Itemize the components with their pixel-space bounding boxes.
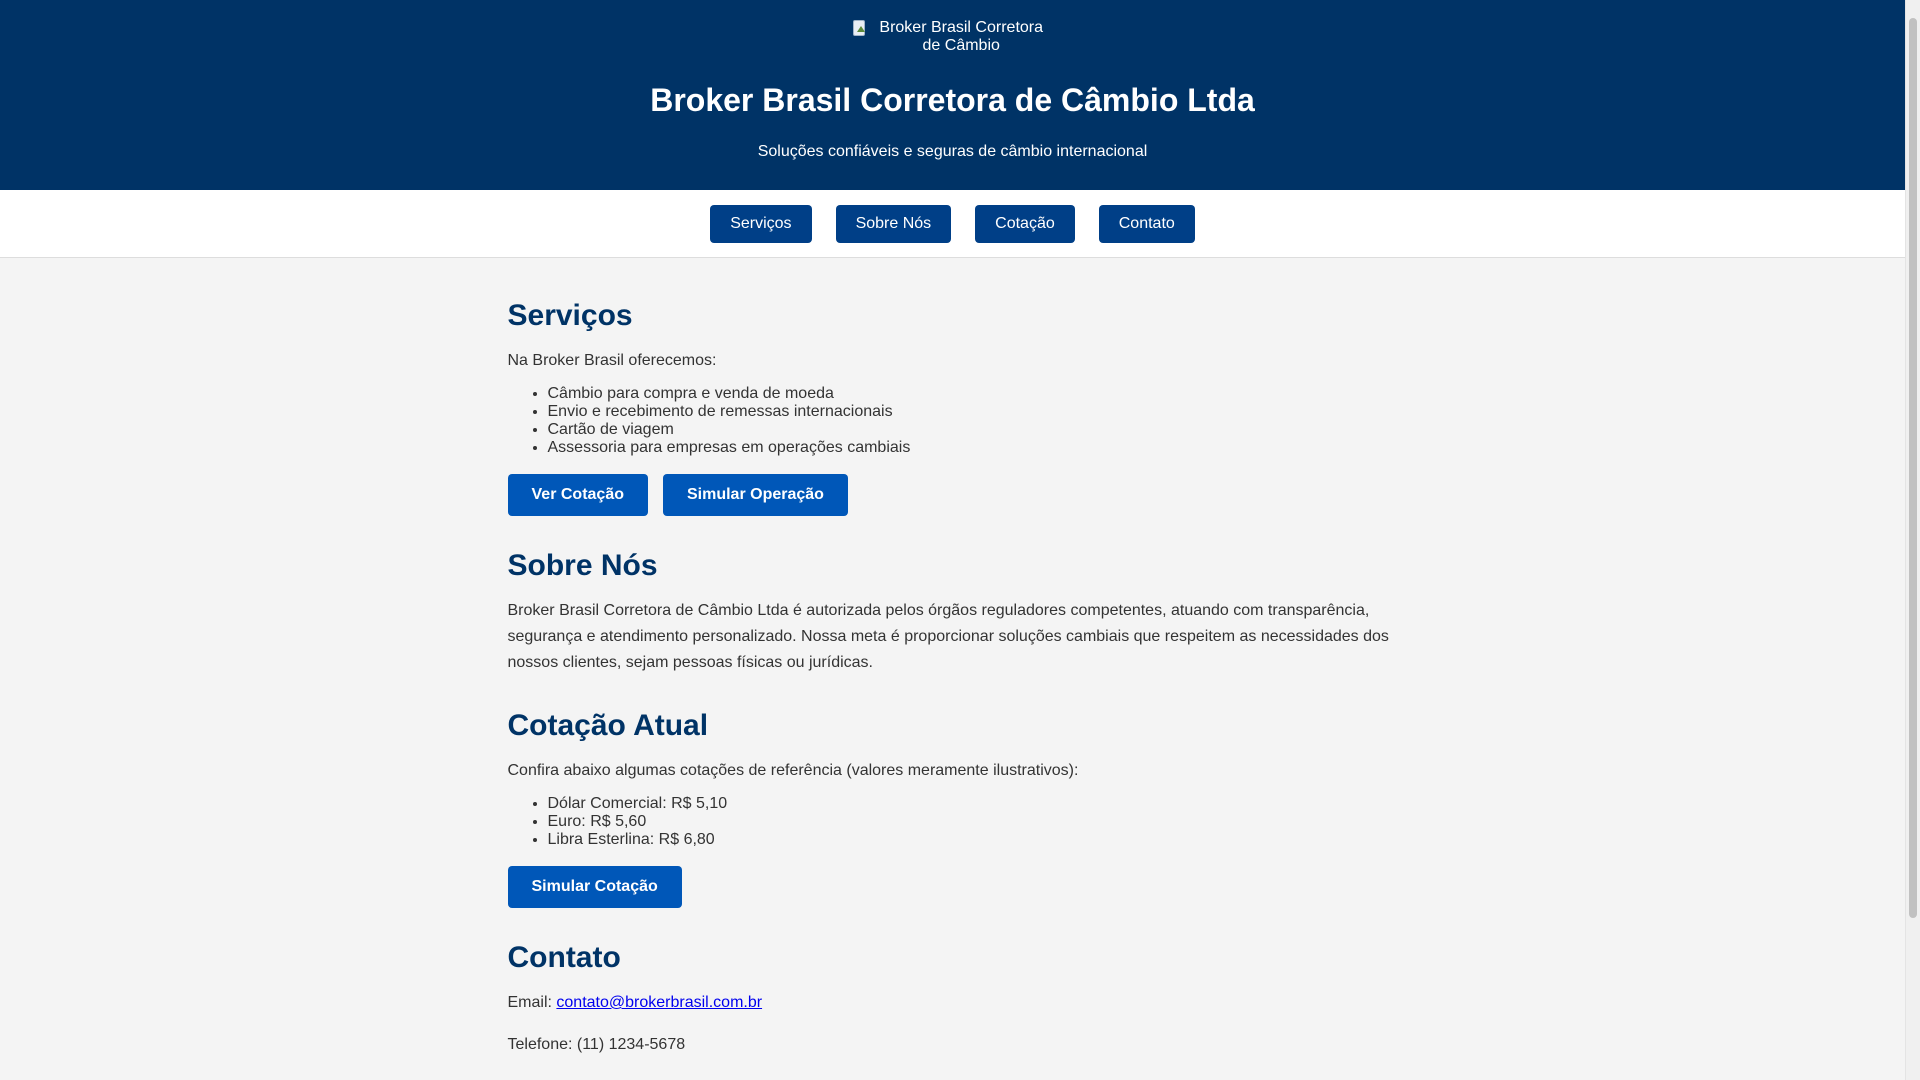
contato-heading: Contato (507, 941, 621, 974)
contato-phone: Telefone: (11) 1234-5678 (507, 1036, 686, 1053)
cotacao-section (508, 706, 1398, 908)
cotacao-intro: Confira abaixo algumas cotações de referência (valores meramente ilustrativos): (507, 762, 1079, 779)
contato-section (508, 938, 1398, 1058)
nav-sobre-button[interactable]: Sobre Nós (836, 205, 952, 243)
main-content (508, 258, 1398, 1058)
email-link[interactable]: contato@brokerbrasil.com.br (556, 994, 763, 1011)
logo (853, 19, 1053, 55)
servicos-list (508, 385, 1398, 457)
list-item: • Cartão de viagem (548, 421, 1398, 439)
list-item: • Libra Esterlina: R$ 6,80 (548, 831, 1398, 849)
contato-email-line (508, 990, 1398, 1016)
servicos-section (508, 296, 1398, 516)
cotacao-buttons (508, 866, 1398, 908)
site-header (0, 0, 1905, 190)
servicos-intro: Na Broker Brasil oferecemos: (507, 352, 717, 369)
site-tagline: Soluções confiáveis e seguras de câmbio internacional (757, 143, 1148, 160)
list-item: • Euro: R$ 5,60 (548, 813, 1398, 831)
list-item: • Dólar Comercial: R$ 5,10 (548, 795, 1398, 813)
nav-servicos-button[interactable]: Serviços (710, 205, 811, 243)
servicos-buttons (508, 474, 1398, 516)
list-item: • Câmbio para compra e venda de moeda (548, 385, 1398, 403)
cotacao-heading: Cotação Atual (507, 709, 709, 742)
simular-operacao-button[interactable]: Simular Operação (663, 474, 848, 516)
email-label: Email: (507, 994, 552, 1011)
sobre-section (508, 546, 1398, 676)
broken-image-icon (853, 20, 865, 36)
site-title: Broker Brasil Corretora de Câmbio Ltda (650, 82, 1255, 118)
scrollbar-thumb[interactable] (1909, 18, 1917, 918)
page-scrollbar[interactable] (1905, 0, 1920, 1080)
nav-contato-button[interactable]: Contato (1099, 205, 1195, 243)
sobre-text: Broker Brasil Corretora de Câmbio Ltda é autorizada pelos órgãos reguladores competentes, atuando com transparência, segurança e atendimento personalizado. Nossa meta é proporcionar soluções cambiais que respeitem as necessidades dos nossos clientes, sejam pessoas físicas ou jurídicas. (507, 602, 1389, 671)
ver-cotacao-button[interactable]: Ver Cotação (508, 474, 648, 516)
simular-cotacao-button[interactable]: Simular Cotação (508, 866, 682, 908)
list-item: • Assessoria para empresas em operações cambiais (548, 439, 1398, 457)
list-item: • Envio e recebimento de remessas internacionais (548, 403, 1398, 421)
main-nav (0, 190, 1905, 258)
servicos-heading: Serviços (507, 299, 633, 332)
nav-cotacao-button[interactable]: Cotação (975, 205, 1075, 243)
logo-alt-text: Broker Brasil Corretora de Câmbio (879, 19, 1044, 54)
cotacao-list (508, 795, 1398, 849)
sobre-heading: Sobre Nós (507, 549, 658, 582)
